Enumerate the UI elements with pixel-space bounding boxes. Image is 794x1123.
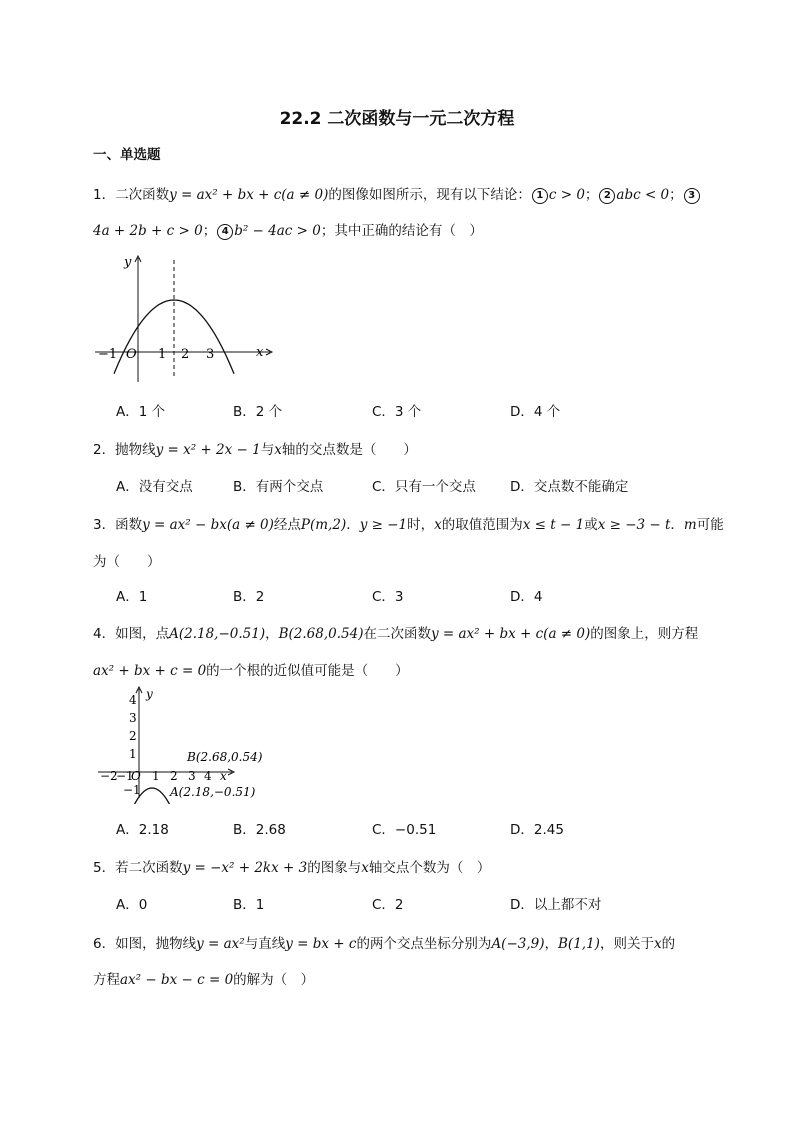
question-number: 4．: [93, 626, 116, 642]
option-c[interactable]: C．3: [372, 589, 404, 605]
option-d[interactable]: D．2.45: [510, 822, 564, 838]
option-b[interactable]: B．2.68: [233, 822, 286, 838]
tick-label: 1: [158, 347, 167, 362]
option-b[interactable]: B．1: [233, 897, 265, 913]
option-a[interactable]: A．1 个: [116, 404, 166, 420]
option-c[interactable]: C．3 个: [372, 404, 422, 420]
tick-label: 2: [129, 729, 137, 743]
question-number: 5．: [93, 860, 116, 876]
question-number: 3．: [93, 517, 116, 533]
option-d[interactable]: D．4 个: [510, 404, 561, 420]
question-1-graph: [90, 250, 280, 385]
option-d[interactable]: D．交点数不能确定: [510, 479, 629, 495]
question-number: 1．: [93, 187, 116, 203]
tick-label: −1: [98, 347, 118, 362]
conclusion-2-mark: 2: [599, 188, 615, 204]
question-2-line: 2．抛物线y = x² + 2x − 1与x轴的交点数是（ ）: [93, 442, 417, 458]
page-title: 22.2 二次函数与一元二次方程: [279, 109, 515, 129]
conclusion-4-mark: 4: [217, 224, 233, 240]
x-label: x: [256, 345, 264, 360]
formula: y = ax² + bx + c(a ≠ 0): [169, 187, 329, 203]
origin-label: O: [126, 347, 137, 362]
option-b[interactable]: B．2 个: [233, 404, 283, 420]
option-a[interactable]: A．0: [116, 897, 148, 913]
conclusion-3-mark: 3: [684, 188, 700, 204]
question-3-line-2: 为（ ）: [93, 554, 161, 570]
tick-label: −1: [123, 783, 141, 797]
tick-label: −1: [116, 769, 134, 783]
tick-label: 3: [129, 711, 137, 725]
conclusion-1-mark: 1: [532, 188, 548, 204]
tick-label: −2: [100, 769, 118, 783]
question-number: 6．: [93, 936, 116, 952]
point-a-label: A(2.18,−0.51): [170, 785, 256, 799]
tick-label: 4: [204, 769, 212, 783]
tick-label: 4: [129, 693, 137, 707]
option-c[interactable]: C．−0.51: [372, 822, 437, 838]
option-d[interactable]: D．以上都不对: [510, 897, 602, 913]
option-b[interactable]: B．2: [233, 589, 265, 605]
option-c[interactable]: C．2: [372, 897, 404, 913]
tick-label: 1: [129, 747, 137, 761]
option-a[interactable]: A．2.18: [116, 822, 169, 838]
tick-label: 2: [181, 347, 190, 362]
option-c[interactable]: C．只有一个交点: [372, 479, 476, 495]
point-b-label: B(2.68,0.54): [187, 750, 262, 764]
question-1-line-2: 4a + 2b + c > 0； 4 b² − 4ac > 0；其中正确的结论有（ ）: [93, 223, 483, 239]
tick-label: 3: [188, 769, 196, 783]
option-a[interactable]: A．没有交点: [116, 479, 193, 495]
origin-label: O: [131, 769, 141, 783]
y-label: y: [124, 255, 132, 270]
question-4-line-2: ax² + bx + c = 0的一个根的近似值可能是（ ）: [93, 663, 409, 679]
section-heading: 一、单选题: [93, 147, 161, 163]
question-6-line-2: 方程ax² − bx − c = 0的解为（ ）: [93, 972, 315, 988]
option-a[interactable]: A．1: [116, 589, 148, 605]
question-5-line: 5．若二次函数y = −x² + 2kx + 3的图象与x轴交点个数为（ ）: [93, 860, 491, 876]
option-b[interactable]: B．有两个交点: [233, 479, 324, 495]
question-4-line-1: 4．如图，点A(2.18,−0.51)，B(2.68,0.54)在二次函数y = ax² + bx + c(a ≠ 0)的图象上，则方程: [93, 626, 699, 642]
question-6-line-1: 6．如图，抛物线y = ax²与直线y = bx + c的两个交点坐标分别为A(−3,9)，B(1,1)，则关于x的: [93, 936, 676, 952]
question-3-line-1: 3．函数y = ax² − bx(a ≠ 0)经点P(m,2)．y ≥ −1时，x的取值范围为x ≤ t − 1或x ≥ −3 − t．m可能: [93, 517, 724, 533]
y-label: y: [146, 687, 153, 701]
question-1-line-1: 1．二次函数y = ax² + bx + c(a ≠ 0)的图像如图所示，现有以下结论： 1 c > 0； 2 abc < 0； 3: [93, 183, 701, 204]
question-number: 2．: [93, 442, 116, 458]
x-label: x: [220, 769, 227, 783]
tick-label: 3: [206, 347, 215, 362]
tick-label: 2: [170, 769, 178, 783]
question-4-graph: [92, 684, 262, 804]
option-d[interactable]: D．4: [510, 589, 543, 605]
tick-label: 1: [152, 769, 160, 783]
